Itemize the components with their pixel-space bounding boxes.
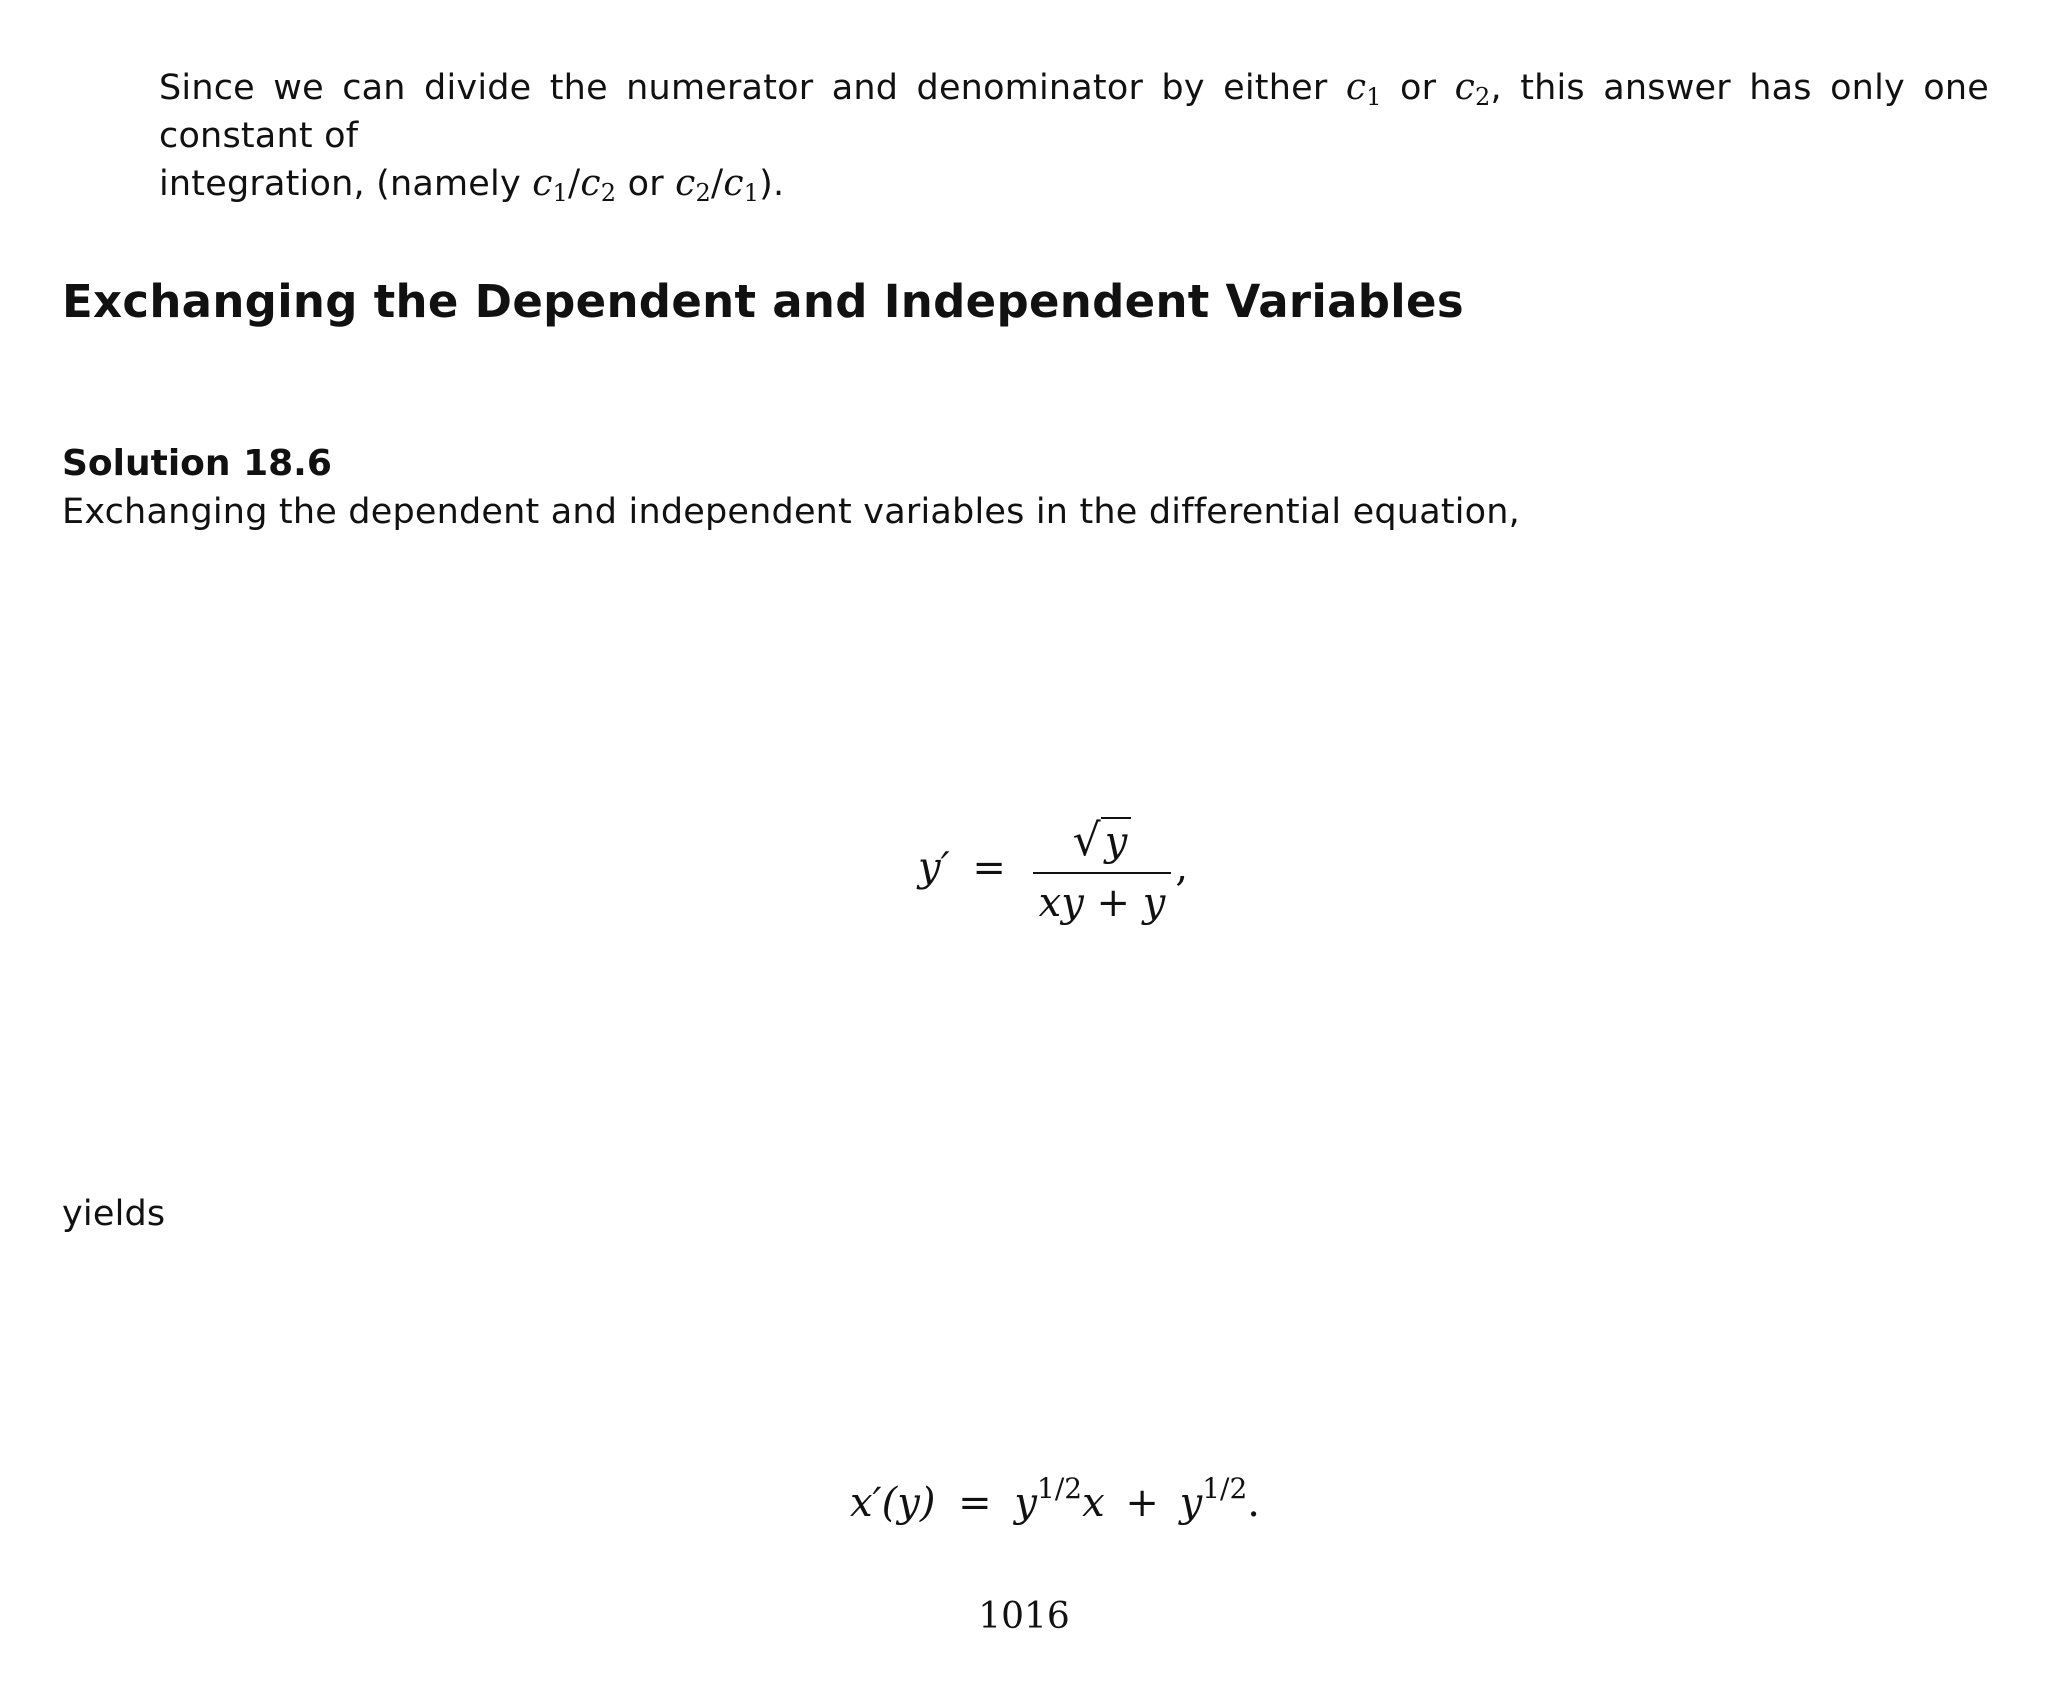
solution-heading: Solution 18.6 [62,443,332,484]
intro-text-segment: integration, (namely [159,164,533,204]
equation2-x: x [1082,1480,1105,1526]
intro-paragraph [159,64,1989,208]
intro-text-or: or [616,164,676,204]
equation1-numerator [1033,815,1172,874]
equation2-equals: = [958,1480,992,1526]
math-c2-over-c1: $c_2/c_1$ [675,163,760,207]
page-number: 1016 [978,1596,1070,1637]
equation2-period: . [1247,1480,1260,1526]
equation2-y: y [1014,1480,1038,1526]
equation2-lhs: x′(y) [850,1480,936,1526]
equation1-comma: , [1175,844,1189,891]
equation2-plus: + [1125,1480,1159,1526]
equation1-fraction [1033,815,1172,926]
intro-text-or: or [1381,68,1455,108]
equation2-exponent: 1/2 [1037,1472,1083,1505]
equation1-denominator: xy + y [1038,880,1166,926]
intro-text-segment: , this answer has only one constant of [159,68,1990,156]
equation2-exponent: 1/2 [1202,1472,1248,1505]
section-heading: Exchanging the Dependent and Independent Variables [62,275,1464,328]
math-c1: $c_1$ [1345,67,1382,111]
equation1-lhs: y′ [918,844,950,891]
equation1-equals: = [972,844,1006,891]
equation2-y: y [1179,1480,1203,1526]
intro-text-segment: Since we can divide the numerator and denominator by either [159,68,1346,108]
intro-text-segment: ). [759,164,785,204]
math-c2: $c_2$ [1454,67,1491,111]
equation-exchanged [850,1472,1260,1526]
math-c1-over-c2: $c_1/c_2$ [532,163,617,207]
solution-text: Exchanging the dependent and independent variables in the differential equation, [62,492,1521,532]
yields-text: yields [62,1194,166,1234]
equation-differential [918,815,1188,926]
square-root: √ y [1073,815,1132,866]
